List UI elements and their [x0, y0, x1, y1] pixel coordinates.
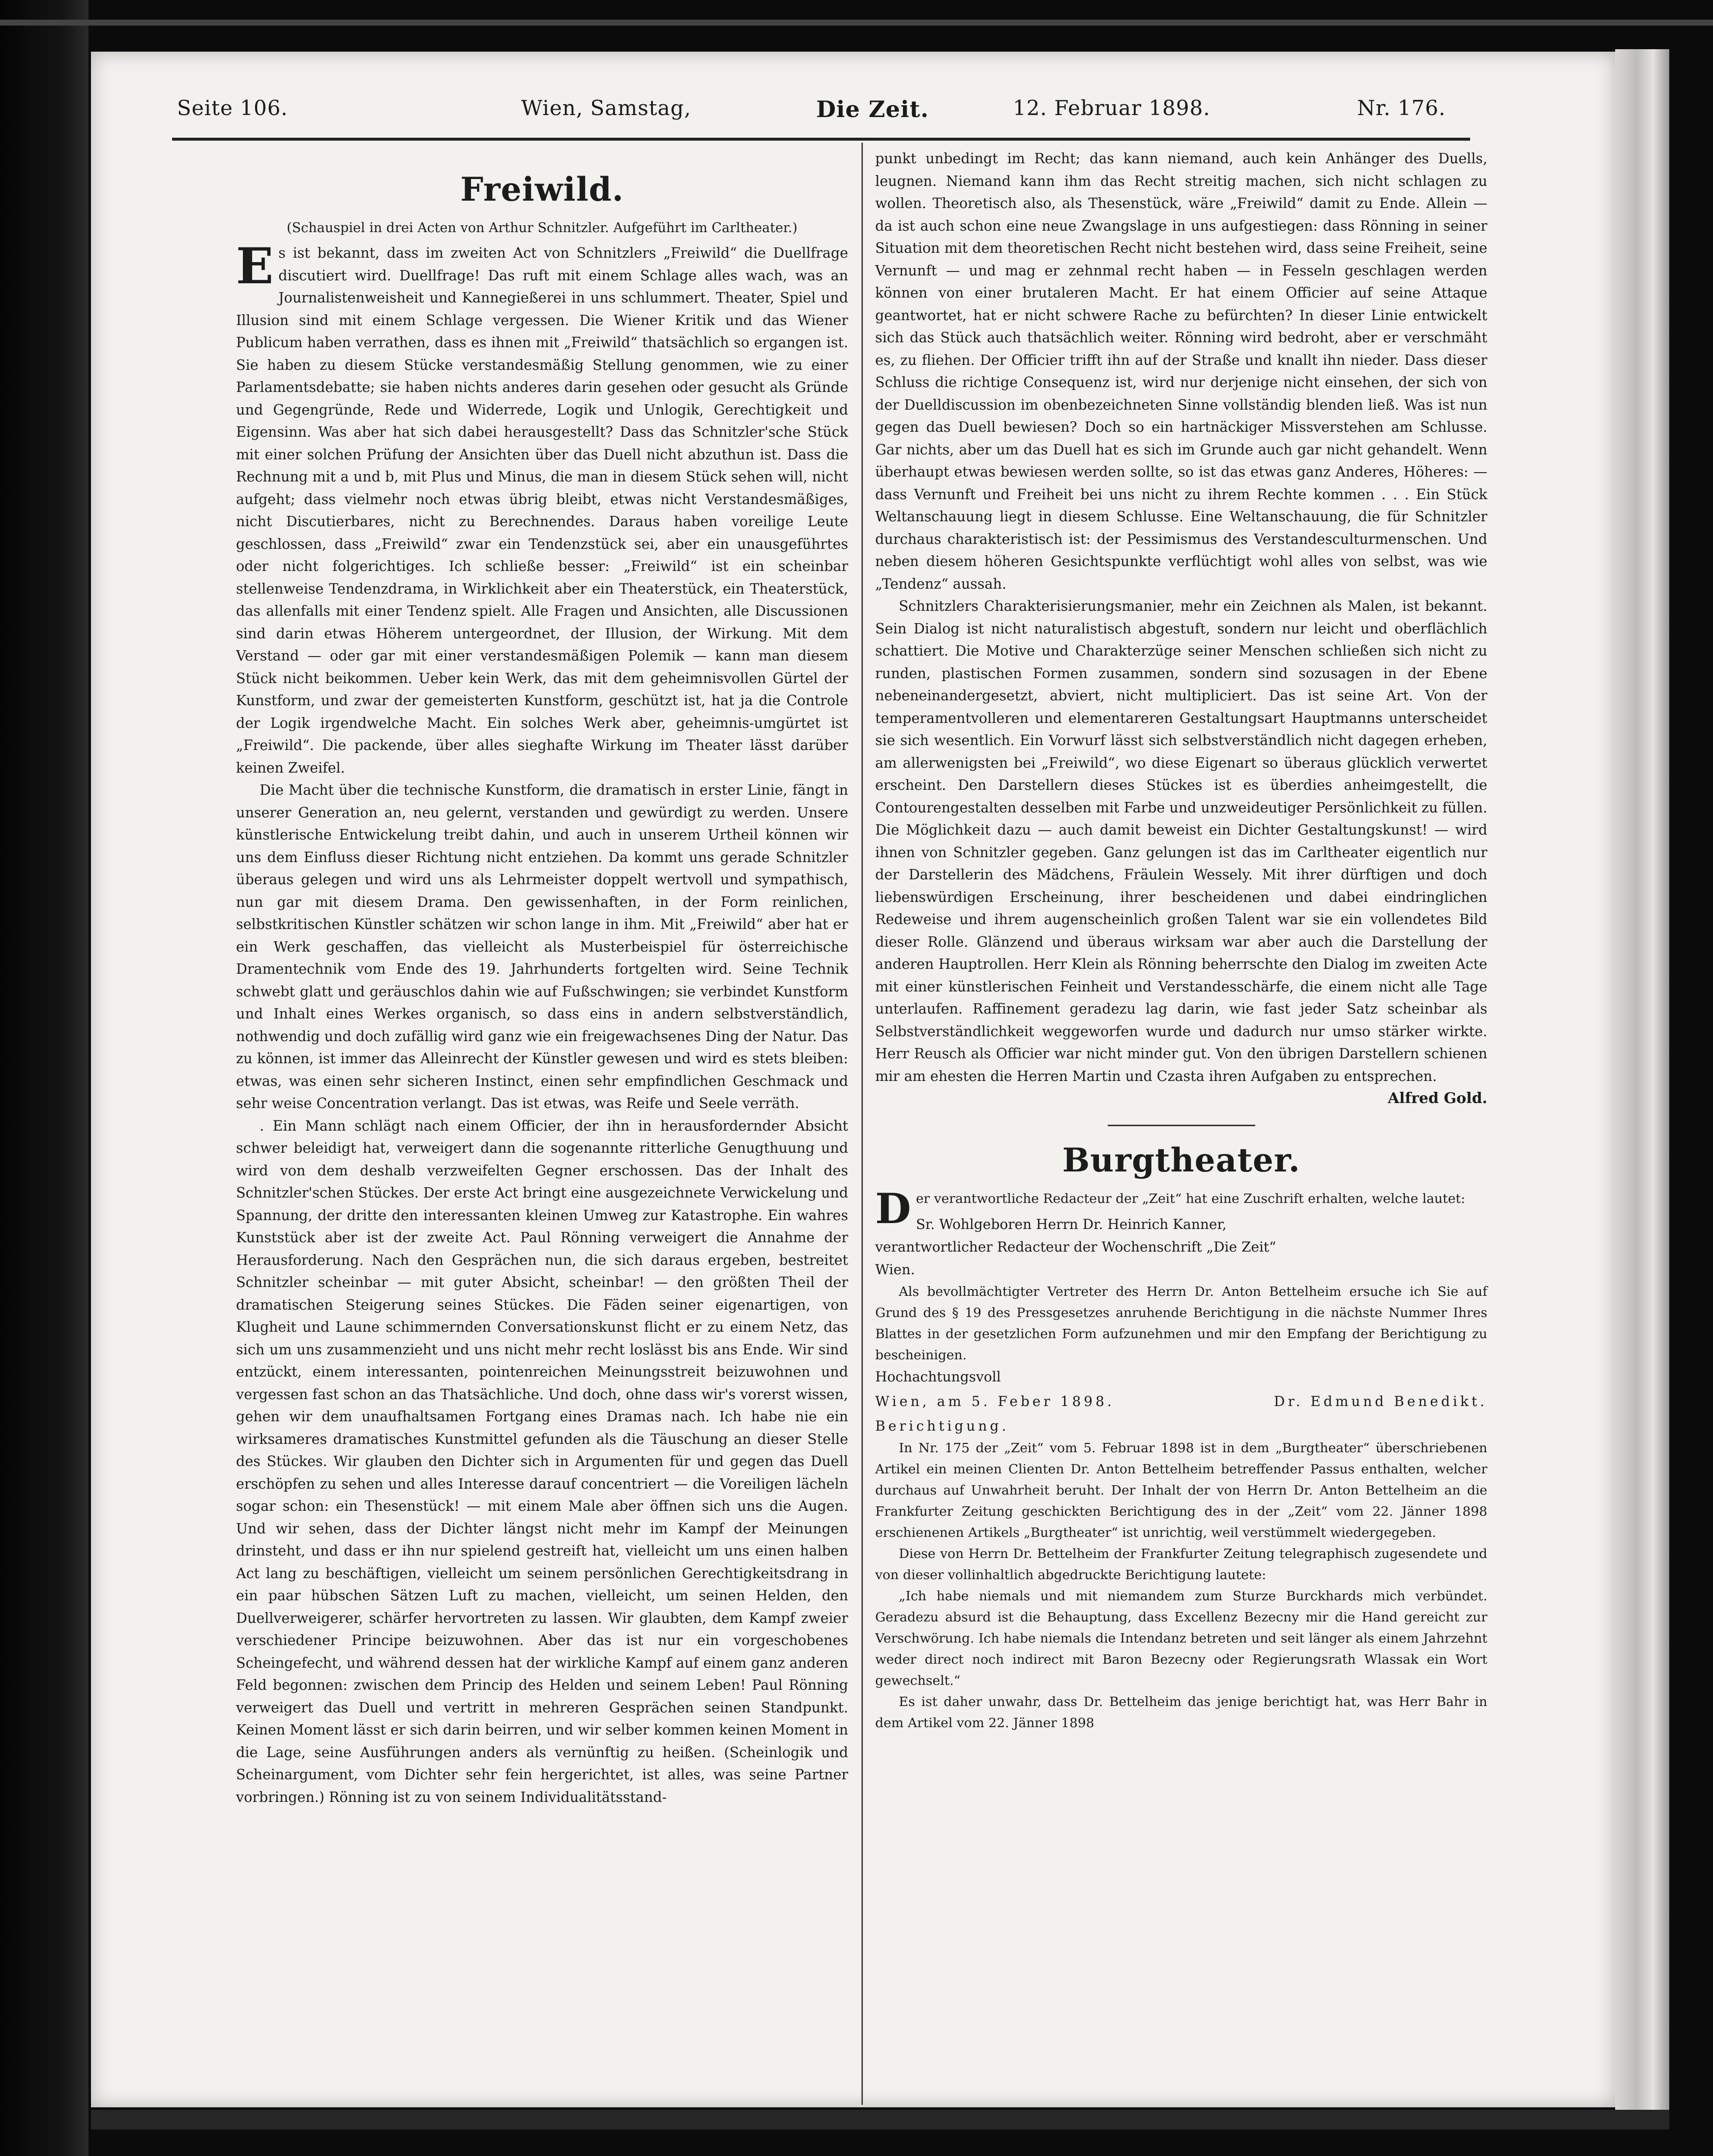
paragraph: . Ein Mann schlägt nach einem Officier, der ihn in herausfordernder Absicht schwer beleidigt hat, verweigert dann die sogenannte ritterliche Genugthuung und wird von dem deshalb verzweifelten Gegner erschossen. Das der Inhalt des Schnitzler'schen Stückes. Der erste Act bringt eine ausgezeichnete Verwickelung und Spannung, der dritte den interessanten kleinen Umweg zur Katastrophe. Ein wahres Kunststück aber ist der zweite Act. Paul Rönning verweigert die Annahme der Herausforderung. Nach den Gesprächen nun, die sich daraus ergeben, bestreitet Schnitzler scheinbar — mit guter Absicht, scheinbar! — den größten Theil der dramatischen Steigerung seines Stückes. Die Fäden seiner eigenartigen, von Klugheit und Laune schimmernden Conversationskunst flicht er zu einem Netz, das sich um uns zusammenzieht und uns nicht mehr recht loslässt bis ans Ende. Wir sind entzückt, einem interessanten, pointenreichen Meinungsstreit beizuwohnen und vergessen fast schon an das Thatsächliche. Und doch, ohne dass wir's vorerst wissen, gehen wir dem unaufhaltsamen Fortgang eines Dramas nach. Ich habe nie ein wirksameres dramatisches Kunstmittel gefunden als die Täuschung an dieser Stelle des Stückes. Wir glauben den Dichter sich in Argumenten für und gegen das Duell erschöpfen zu sehen und alles Interesse darauf concentriert — die Voreiligen lächeln sogar schon: ein Thesenstück! — mit einem Male aber öffnen sich uns die Augen. Und wir sehen, dass der Dichter längst nicht mehr im Kampf der Meinungen drinsteht, und dass er ihn nur spielend gestreift hat, vielleicht um uns einen halben Act lang zu beschäftigen, vielleicht um seinem persönlichen Gerechtigkeitsdrang in ein paar hübschen Sätzen Luft zu machen, vielleicht, um seinen Helden, den Duellverweigerer, schärfer hervortreten zu lassen. Wir glaubten, dem Kampf zweier verschiedener Principe beizuwohnen. Aber das ist nur ein vorgeschobenes Scheingefecht, und während dessen hat der wirkliche Kampf auf einem ganz anderen Feld begonnen: zwischen dem Princip des Helden und seinem Leben! Paul Rönning verweigert das Duell und vertritt in mehreren Gesprächen seinen Standpunkt. Keinen Moment lässt er sich darin beirren, und wir selber kommen keinen Moment in die Lage, seine Ausführungen anders als vernünftig zu heißen. (Scheinlogik und Scheinargument, vom Dichter sehr fein hergerichtet, ist alles, was seine Partner vorbringen.) Rönning ist zu von seinem Individualitätsstand-	[236, 1117, 848, 1805]
paragraph	[236, 237, 848, 779]
article-title-burgtheater: Burgtheater.	[1062, 1141, 1300, 1179]
column-rule	[861, 143, 863, 2105]
author-signature: Alfred Gold.	[1388, 1090, 1487, 1107]
addressee-line: Sr. Wohlgeboren Herrn Dr. Heinrich Kanner,	[916, 1216, 1227, 1232]
newspaper-title: Die Zeit.	[816, 96, 929, 122]
page-number: Seite 106.	[177, 96, 288, 120]
paragraph: Als bevollmächtigter Vertreter des Herrn Dr. Anton Bettelheim ersuche ich Sie auf Grund des § 19 des Pressgesetzes anruhende Berichtigung in die nächste Nummer Ihres Blattes in der gesetzlichen Form aufzunehmen und mir den Empfang der Berichtigung zu bescheinigen.	[875, 1284, 1487, 1363]
article-subtitle: (Schauspiel in drei Acten von Arthur Schnitzler. Aufgeführt im Carltheater.)	[287, 220, 797, 236]
section-divider	[1108, 1125, 1255, 1126]
greeting: Hochachtungsvoll	[875, 1369, 1001, 1385]
paragraph-text: s ist bekannt, dass im zweiten Act von Schnitzlers „Freiwild“ die Duellfrage discutiert wird. Duellfrage! Das ruft mit einem Schlage alles wach, was an Journalistenweisheit und Kannegießerei in uns schlummert. Theater, Spiel und Illusion sind mit einem Schlage vergessen. Die Wiener Kritik und das Wiener Publicum haben verrathen, dass es ihnen mit „Freiwild“ thatsächlich so ergangen ist. Sie haben zu diesem Stücke verstandesmäßig Stellung genommen, wie zu einer Parlamentsdebatte; sie haben nichts anderes darin gesehen oder gesucht als Gründe und Gegengründe, Rede und Widerrede, Logik und Unlogik, Gerechtigkeit und Eigensinn. Was aber hat sich dabei herausgestellt? Dass das Schnitzler'sche Stück mit einer solchen Prüfung der Ansichten über das Duell nicht abzuthun ist. Dass die Rechnung mit a und b, mit Plus und Minus, die man in diesem Stück sehen will, nicht aufgeht; dass vielmehr noch etwas übrig bleibt, etwas nicht Verstandesmäßiges, nicht Discutierbares, nicht zu Berechnendes. Daraus haben voreilige Leute geschlossen, dass „Freiwild“ zwar ein Tendenzstück sei, aber ein unausgeführtes oder nicht folgerichtiges. Ich schließe besser: „Freiwild“ ist ein scheinbar stellenweise Tendenzdrama, in Wirklichkeit aber ein Theaterstück, ein Theaterstück, das allenfalls mit einer Tendenz spielt. Alle Fragen und Ansichten, alle Discussionen sind darin etwas Höherem untergeordnet, der Illusion, der Wirkung. Mit dem Verstand — oder gar mit einer verstandesmäßigen Polemik — kann man diesem Stück nicht beikommen. Ueber kein Werk, das mit dem geheimnisvollen Gürtel der Kunstform, und zwar der gemeisterten Kunstform, geschützt ist, hat ja die Controle der Logik irgendwelche Macht. Ein solches Werk aber, geheimnis-umgürtet ist „Freiwild“. Die packende, über alles sieghafte Wirkung im Theater lässt darüber keinen Zweifel.	[236, 245, 848, 776]
paragraph: Es ist daher unwahr, dass Dr. Bettelheim das jenige berichtigt hat, was Herr Bahr in dem Artikel vom 22. Jänner 1898	[875, 1694, 1487, 1731]
left-column	[236, 148, 848, 1808]
paragraph: „Ich habe niemals und mit niemandem zum Sturze Burckhards mich verbündet. Geradezu absurd ist die Behauptung, dass Excellenz Bezecny mir die Hand gereicht zur Verschwörung. Ich habe niemals die Intendanz betreten und seit länger als einem Jahrzehnt weder direct noch indirect mit Baron Bezecny oder Regierungsrath Wlassak ein Wort gewechselt.“	[875, 1588, 1487, 1688]
issue-date: 12. Februar 1898.	[1013, 96, 1211, 120]
header-rule	[172, 138, 1470, 141]
berichtigung-title: Berichtigung.	[875, 1418, 1009, 1434]
paragraph: In Nr. 175 der „Zeit“ vom 5. Februar 1898 ist in dem „Burgtheater“ überschriebenen Artikel ein meinen Clienten Dr. Anton Bettelheim betreffender Passus enthalten, welcher durchaus auf Unwahrheit beruht. Der Inhalt der von Herrn Dr. Anton Bettelheim an die Frankfurter Zeitung geschickten Berichtigung des in der „Zeit“ vom 22. Jänner 1898 erschienenen Artikels „Burgtheater“ ist unrichtig, weil verstümmelt wiedergegeben.	[875, 1440, 1487, 1540]
paragraph: Diese von Herrn Dr. Bettelheim der Frankfurter Zeitung telegraphisch zugesendete und von dieser vollinhaltlich abgedruckte Berichtigung lautete:	[875, 1546, 1487, 1583]
burgtheater-body	[875, 1184, 1487, 1734]
addressee-city: Wien.	[875, 1261, 915, 1278]
film-edge	[0, 0, 89, 2156]
right-column	[875, 148, 1487, 1734]
issue-number: Nr. 176.	[1357, 96, 1446, 120]
drop-cap: D	[875, 1184, 911, 1233]
addressee-line: verantwortlicher Redacteur der Wochenschrift „Die Zeit“	[875, 1239, 1276, 1255]
paragraph: Die Macht über die technische Kunstform, die dramatisch in erster Linie, fängt in unserer Generation an, neu gelernt, verstanden und gewürdigt zu werden. Unsere künstlerische Entwickelung treibt dahin, und auch in unserem Urtheil können wir uns dem Einfluss dieser Richtung nicht entziehen. Da kommt uns gerade Schnitzler überaus gelegen und wird uns als Lehrmeister doppelt wertvoll und sympathisch, nun gar mit diesem Drama. Den gewissenhaften, in der Form reinlichen, selbstkritischen Künstler schätzen wir schon lange in ihm. Mit „Freiwild“ aber hat er ein Werk geschaffen, das vielleicht als Musterbeispiel für österreichische Dramentechnik vom Ende des 19. Jahrhunderts fortgelten wird. Seine Technik schwebt glatt und geräuschlos dahin wie auf Fußschwingen; sie verbindet Kunstform und Inhalt eines Werkes organisch, so dass eins in andern selbstverständlich, nothwendig und doch zufällig wird ganz wie ein freigewachsenes Ding der Natur. Das zu können, ist immer das Alleinrecht der Künstler gewesen und wird es stets bleiben: etwas, was einen sehr sicheren Instinct, einen sehr empfindlichen Geschmack und sehr weise Concentration verlangt. Das ist etwas, was Reife und Seele verräth.	[236, 782, 848, 1111]
paragraph: punkt unbedingt im Recht; das kann niemand, auch kein Anhänger des Duells, leugnen. Niemand kann ihm das Recht streitig machen, sich nicht schlagen zu wollen. Theoretisch also, als Thesenstück, wäre „Freiwild“ damit zu Ende. Allein — da ist auch schon eine neue Zwangslage in uns aufgestiegen: dass Rönning in seiner Situation mit dem theoretischen Recht nicht bestehen wird, dass seine Freiheit, seine Vernunft — und mag er zehnmal recht haben — in Fesseln geschlagen werden können von einer brutaleren Macht. Er hat einem Officier auf seine Attaque geantwortet, hat er nicht schwere Rache zu befürchten? In dieser Linie entwickelt sich das Stück auch thatsächlich weiter. Rönning wird bedroht, aber er verschmäht es, zu fliehen. Der Officier trifft ihn auf der Straße und knallt ihn nieder. Dass dieser Schluss die richtige Consequenz ist, wird nur derjenige nicht einsehen, der sich von der Duelldiscussion im obenbezeichneten Sinne vollständig blenden ließ. Was ist nun gegen das Duell bewiesen? Doch so ein hartnäckiger Missverstehen am Schlusse. Gar nichts, aber um das Duell hat es sich im Grunde auch gar nicht gehandelt. Wenn überhaupt etwas bewiesen werden sollte, so ist das etwas ganz Anderes, Höheres: — dass Vernunft und Freiheit bei uns nicht zu ihrem Rechte kommen . . . Ein Stück Weltanschauung liegt in diesem Schlusse. Eine Weltanschauung, die für Schnitzler durchaus charakteristisch ist: der Pessimismus des Verstandesculturmenschen. Und neben diesem höheren Gesichtspunkte verflüchtigt wohl alles von selbst, was wie „Tendenz“ aussah.	[875, 150, 1487, 592]
dateline-place: Wien, am 5. Feber 1898.	[875, 1393, 1115, 1409]
paragraph: Schnitzlers Charakterisierungsmanier, mehr ein Zeichnen als Malen, ist bekannt. Sein Dialog ist nicht naturalistisch abgestuft, sondern nur leicht und oberflächlich schattiert. Die Motive und Charakterzüge seiner Menschen schließen sich nicht zu runden, plastischen Formen zusammen, sondern sind sozusagen in der Ebene nebeneinandergesetzt, abviert, nicht multipliciert. Das ist seine Art. Von der temperamentvolleren und elementareren Gestaltungsart Hauptmanns unterscheidet sie sich wesentlich. Ein Vorwurf lässt sich selbstverständlich nicht dagegen erheben, am allerwenigsten bei „Freiwild“, wo diese Eigenart so überaus glücklich verwertet erscheint. Den Darstellern dieses Stückes ist es überdies anheimgestellt, die Contourengestalten desselben mit Farbe und unzweideutiger Persönlichkeit zu füllen. Die Möglichkeit dazu — auch damit beweist ein Dichter Gestaltungskunst! — wird ihnen von Schnitzler gegeben. Ganz gelungen ist das im Carltheater eigentlich nur der Darstellerin des Mädchens, Fräulein Wessely. Mit ihrer dürftigen und doch liebenswürdigen Erscheinung, ihrer bescheidenen und dabei eindringlichen Redeweise und ihrem augenscheinlich großen Talent war sie ein vollendetes Bild dieser Rolle. Glänzend und überaus wirksam war aber auch die Darstellung der anderen Hauptrollen. Herr Klein als Rönning beherrschte den Dialog im zweiten Acte mit einer künstlerischen Feinheit und Verstandesschärfe, die einem nicht alle Tage unterlaufen. Raffinement geradezu lag darin, wie fast jeder Satz scheinbar als Selbstverständlichkeit weggeworfen wurde und dadurch nur umso stärker wirkte. Herr Reusch als Officier war nicht minder gut. Von den übrigen Darstellern schienen mir am ehesten die Herren Martin und Czasta ihren Aufgaben zu entsprechen.	[875, 598, 1487, 1084]
page-bottom-shadow	[91, 2110, 1669, 2129]
article-title-freiwild: Freiwild.	[460, 170, 624, 209]
dateline-sender: Dr. Edmund Benedikt.	[1273, 1393, 1487, 1409]
drop-cap: E	[236, 237, 274, 295]
dateline	[875, 1390, 1487, 1413]
page-edge-shadow	[1615, 49, 1669, 2110]
page-header	[177, 96, 1465, 135]
paragraph-text: er verantwortliche Redacteur der „Zeit“ hat eine Zuschrift erhalten, welche lautet:	[916, 1191, 1466, 1206]
scan-border	[0, 20, 1713, 26]
city-day: Wien, Samstag,	[521, 96, 691, 120]
